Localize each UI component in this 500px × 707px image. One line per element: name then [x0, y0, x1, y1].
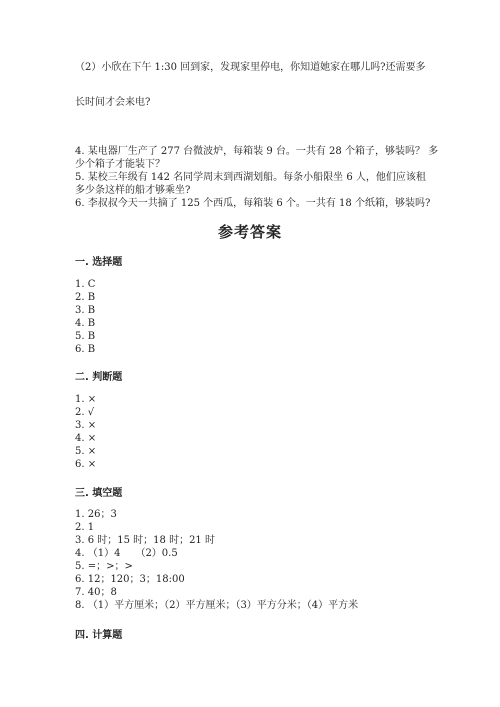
question-6-line-1: 6. 李叔叔今天一共摘了 125 个西瓜，每箱装 6 个。一共有 18 个纸箱，够装吗? — [75, 198, 431, 209]
answer-item: 2. B — [75, 292, 96, 303]
answer-item: 3. B — [75, 305, 96, 316]
answer-item: 5. =；>；> — [75, 561, 133, 572]
question-5-line-2: 多少条这样的船才够乘坐? — [75, 185, 191, 196]
section-heading-choice: 一. 选择题 — [75, 257, 123, 268]
answer-item: 4. （1）4 （2）0.5 — [75, 548, 178, 559]
answer-item: 8. （1）平方厘米；（2）平方厘米；（3）平方分米；（4）平方米 — [75, 600, 359, 611]
answer-item: 2. √ — [75, 407, 95, 418]
answer-item: 6. × — [75, 459, 97, 470]
answer-item: 5. × — [75, 446, 97, 457]
answer-item: 5. B — [75, 331, 96, 342]
question-4-line-2: 少个箱子才能装下？ — [75, 159, 165, 170]
answer-key-title: 参考答案 — [217, 223, 282, 241]
section-heading-calc: 四. 计算题 — [75, 630, 123, 641]
question-4-line-1: 4. 某电器厂生产了 277 台微波炉，每箱装 9 台。一共有 28 个箱子，够装吗？ 多 — [75, 146, 439, 157]
answer-item: 6. B — [75, 344, 96, 355]
question-5-line-1: 5. 某校三年级有 142 名同学周末到西湖划船。每条小船限坐 6 人，他们应该租 — [75, 172, 426, 183]
answer-item: 1. × — [75, 394, 97, 405]
answer-item: 3. × — [75, 420, 97, 431]
answer-item: 1. 26；3 — [75, 509, 117, 520]
answer-item: 4. B — [75, 318, 96, 329]
answer-item: 1. C — [75, 279, 96, 290]
answer-item: 4. × — [75, 433, 97, 444]
question-2-part-2-line-1: （2）小欣在下午 1:30 回到家，发现家里停电，你知道她家在哪儿吗?还需要多 — [75, 62, 426, 73]
answer-item: 7. 40；8 — [75, 587, 117, 598]
section-heading-judge: 二. 判断题 — [75, 372, 123, 383]
section-heading-fill: 三. 填空题 — [75, 488, 123, 499]
answer-item: 6. 12；120；3；18:00 — [75, 574, 185, 585]
answer-item: 3. 6 时；15 时；18 时；21 时 — [75, 535, 215, 546]
answer-item: 2. 1 — [75, 522, 95, 533]
question-2-part-2-line-2: 长时间才会来电? — [75, 97, 151, 108]
